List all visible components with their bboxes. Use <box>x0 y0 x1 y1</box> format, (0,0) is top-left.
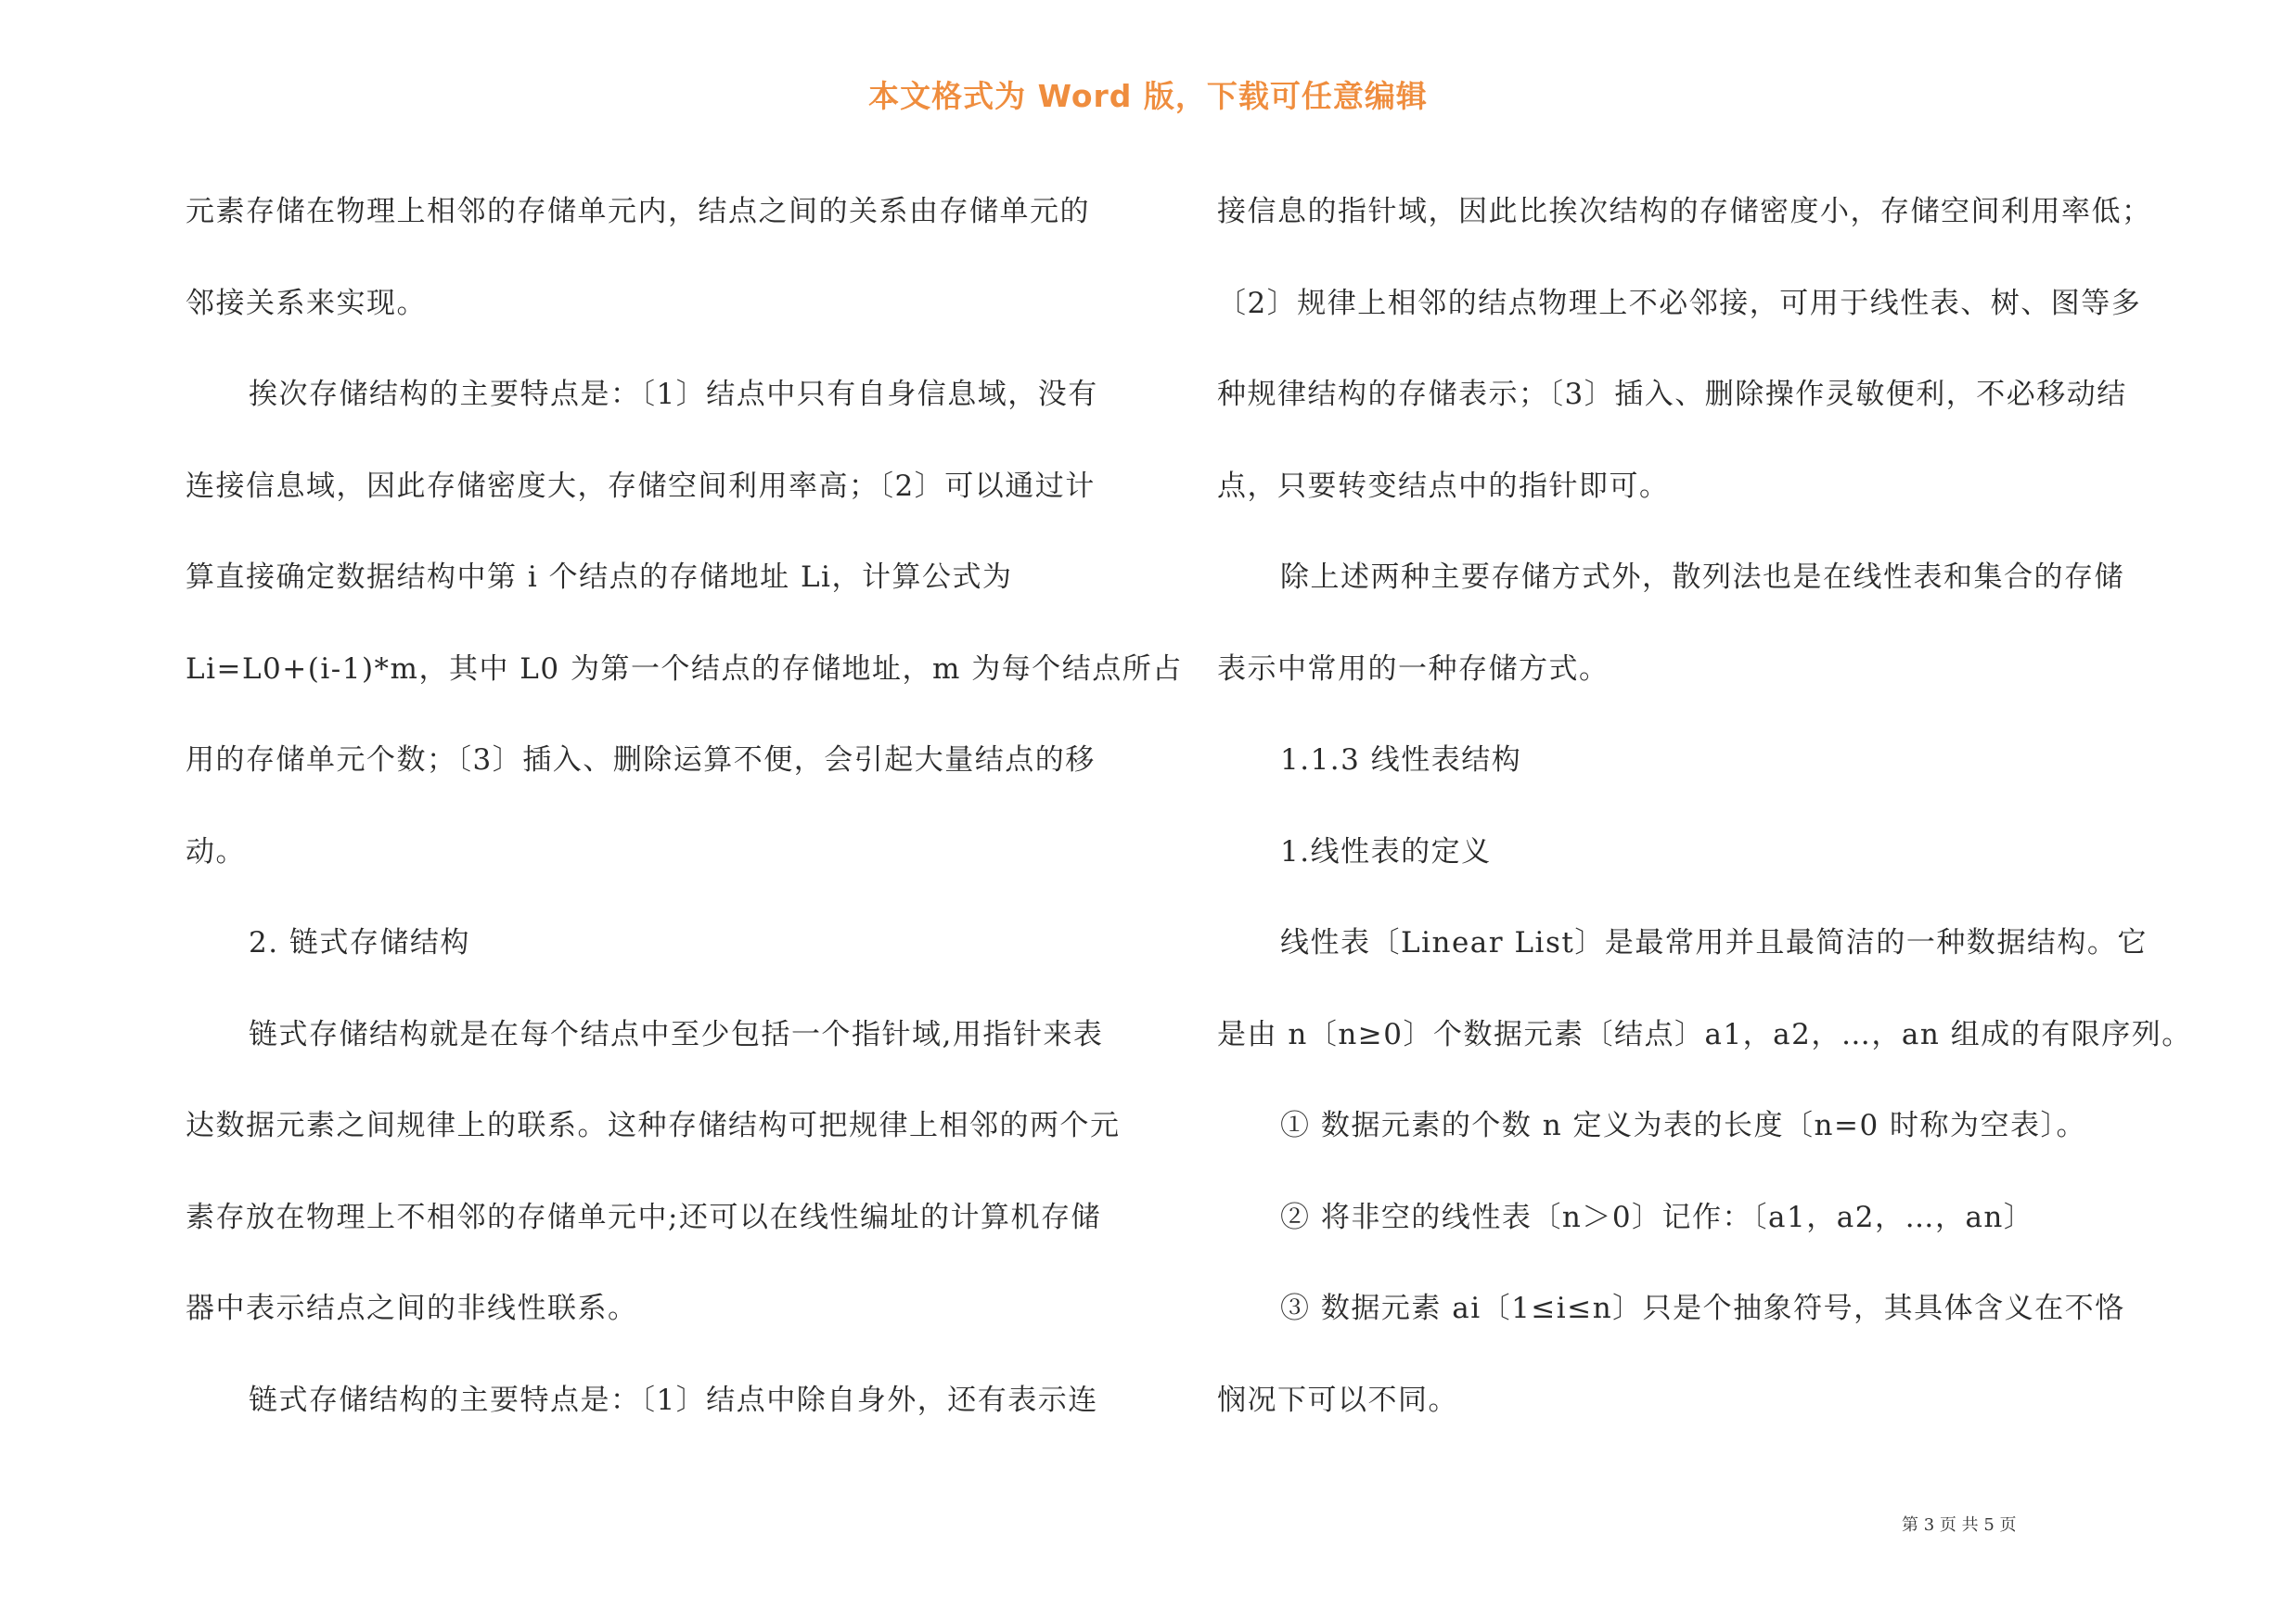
text-line: 线性表〔Linear List〕是最常用并且最简洁的一种数据结构。它 <box>1280 926 2148 960</box>
text-line: 连接信息域，因此存储密度大，存储空间利用率高；〔2〕可以通过计 <box>186 469 1096 503</box>
text-line: 动。 <box>186 834 246 869</box>
text-line: 链式存储结构的主要特点是：〔1〕结点中除自身外，还有表示连 <box>249 1383 1098 1417</box>
text-line: 除上述两种主要存储方式外，散列法也是在线性表和集合的存储 <box>1280 560 2124 594</box>
text-line: 用的存储单元个数；〔3〕插入、删除运算不便，会引起大量结点的移 <box>186 743 1096 777</box>
text-line: 是由 n〔n≥0〕个数据元素〔结点〕a1，a2，…，an 组成的有限序列。 <box>1217 1017 2192 1051</box>
text-line: 种规律结构的存储表示；〔3〕插入、删除操作灵敏便利，不必移动结 <box>1217 378 2127 411</box>
text-line: 算直接确定数据结构中第 i 个结点的存储地址 Li，计算公式为 <box>186 560 1013 594</box>
text-line: 表示中常用的一种存储方式。 <box>1217 651 1610 686</box>
text-line: 点，只要转变结点中的指针即可。 <box>1217 469 1670 503</box>
text-line: 接信息的指针域，因此比挨次结构的存储密度小，存储空间利用率低； <box>1217 195 2152 228</box>
subsection-heading: 1.线性表的定义 <box>1280 834 1492 869</box>
section-heading: 1.1.3 线性表结构 <box>1280 743 1522 777</box>
left-text-column <box>186 181 1183 1461</box>
right-text-column <box>1217 181 2192 1461</box>
text-line: 达数据元素之间规律上的联系。这种存储结构可把规律上相邻的两个元 <box>186 1109 1121 1142</box>
page-number-footer: 第 3 页 共 5 页 <box>1902 1515 2017 1535</box>
list-item: ③ 数据元素 ai〔1≤i≤n〕只是个抽象符号，其具体含义在不恪 <box>1280 1292 2125 1325</box>
list-item: ① 数据元素的个数 n 定义为表的长度〔n=0 时称为空表〕。 <box>1280 1109 2087 1142</box>
section-heading: 2. 链式存储结构 <box>249 926 470 960</box>
text-line: 素存放在物理上不相邻的存储单元中;还可以在线性编址的计算机存储 <box>186 1200 1101 1234</box>
text-line: Li=L0+(i-1)*m，其中 L0 为第一个结点的存储地址，m 为每个结点所占 <box>186 651 1183 686</box>
text-line: 器中表示结点之间的非线性联系。 <box>186 1292 638 1325</box>
text-line: 链式存储结构就是在每个结点中至少包括一个指针域,用指针来表 <box>249 1017 1104 1051</box>
list-item: ② 将非空的线性表〔n＞0〕记作：〔a1，a2，…，an〕 <box>1280 1200 2034 1234</box>
text-line: 〔2〕规律上相邻的结点物理上不必邻接，可用于线性表、树、图等多 <box>1217 286 2142 320</box>
text-line: 邻接关系来实现。 <box>186 286 427 320</box>
document-header-banner: 本文格式为 Word 版，下载可任意编辑 <box>868 78 1428 114</box>
text-line: 元素存储在物理上相邻的存储单元内，结点之间的关系由存储单元的 <box>186 195 1090 228</box>
text-line: 挨次存储结构的主要特点是：〔1〕结点中只有自身信息域，没有 <box>249 378 1098 411</box>
text-line: 悯况下可以不同。 <box>1217 1383 1458 1417</box>
